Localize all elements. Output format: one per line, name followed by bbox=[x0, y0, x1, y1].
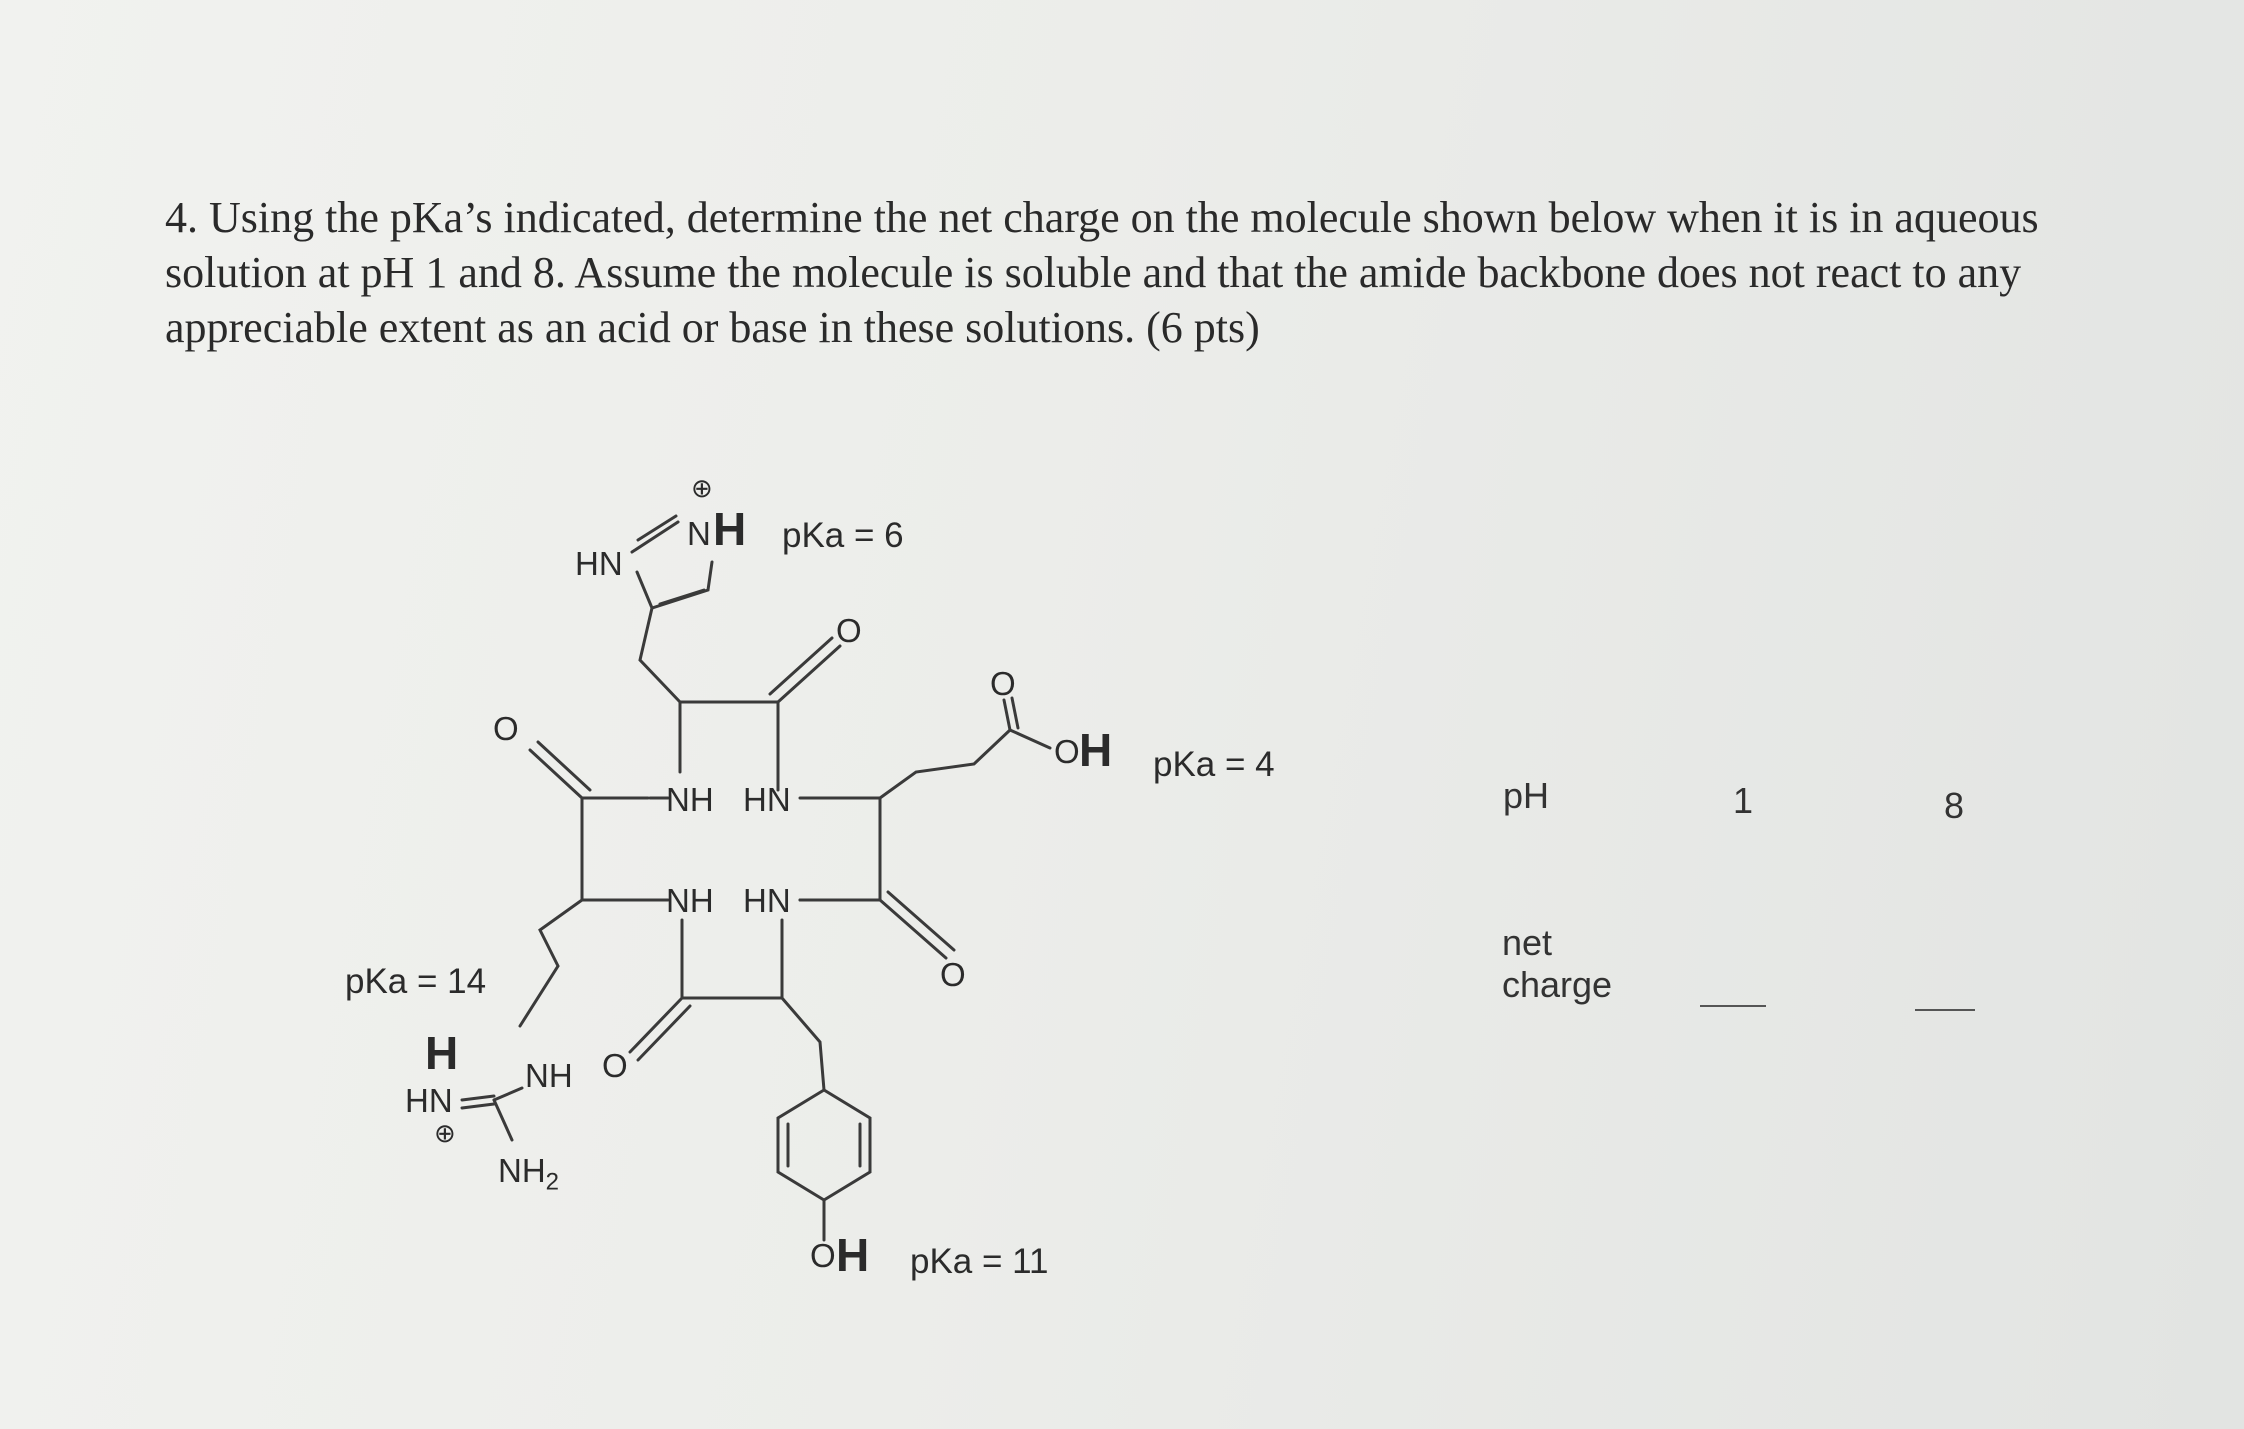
pka-carboxyl: pKa = 4 bbox=[1153, 745, 1275, 784]
atom-hn-1: HN bbox=[743, 781, 791, 818]
pka-phenol: pKa = 11 bbox=[910, 1242, 1049, 1281]
table-ph-1: 1 bbox=[1733, 780, 1754, 821]
pka-imidazole: pKa = 6 bbox=[782, 516, 904, 555]
table-charge-label: charge bbox=[1502, 964, 1613, 1005]
pka-guanidinium: pKa = 14 bbox=[345, 962, 487, 1001]
answer-blank-ph8[interactable] bbox=[1915, 1009, 1975, 1011]
atom-o-left: O bbox=[493, 710, 519, 747]
atom-nh2-guanidinium bbox=[498, 1152, 559, 1197]
question-line-3: appreciable extent as an acid or base in these solutions. (6 pts) bbox=[165, 303, 1260, 352]
atom-h-guanidinium: H bbox=[425, 1027, 459, 1079]
atom-h-acid: H bbox=[1079, 724, 1113, 776]
atom-nh-2: NH bbox=[666, 882, 714, 919]
atom-o-right: O bbox=[940, 956, 966, 993]
atom-o-acid: O bbox=[1054, 733, 1080, 770]
atom-o-lower: O bbox=[602, 1047, 628, 1084]
table-ph-8: 8 bbox=[1944, 785, 1965, 826]
question-line-2: solution at pH 1 and 8. Assume the molecule is soluble and that the amide backbone does not react to any bbox=[165, 248, 2022, 297]
atom-hn-2: HN bbox=[743, 882, 791, 919]
table-ph-label: pH bbox=[1503, 775, 1550, 816]
atom-o-phenol: O bbox=[810, 1237, 836, 1274]
atom-o-upper: O bbox=[836, 612, 862, 649]
atom-hn-ring: HN bbox=[575, 545, 623, 582]
table-net-label: net bbox=[1502, 922, 1553, 963]
atom-h-imidazole: H bbox=[713, 503, 747, 555]
atom-n-ring: N bbox=[687, 515, 711, 552]
atom-nh2-text: NH bbox=[498, 1152, 546, 1189]
atom-nh-guanidinium: NH bbox=[525, 1057, 573, 1094]
question-line-1: 4. Using the pKa’s indicated, determine the net charge on the molecule shown below when it is in aqueous bbox=[165, 193, 2039, 242]
atom-nh-1: NH bbox=[666, 781, 714, 818]
atom-hn-guanidinium: HN bbox=[405, 1082, 453, 1119]
atom-h-phenol: H bbox=[836, 1229, 870, 1281]
guanidinium-charge-icon: ⊕ bbox=[434, 1118, 456, 1148]
atom-nh2-subscript: 2 bbox=[545, 1168, 560, 1196]
answer-blank-ph1[interactable] bbox=[1700, 1005, 1766, 1007]
atom-o-carboxyl: O bbox=[990, 665, 1016, 702]
imidazole-charge-icon: ⊕ bbox=[691, 473, 713, 503]
